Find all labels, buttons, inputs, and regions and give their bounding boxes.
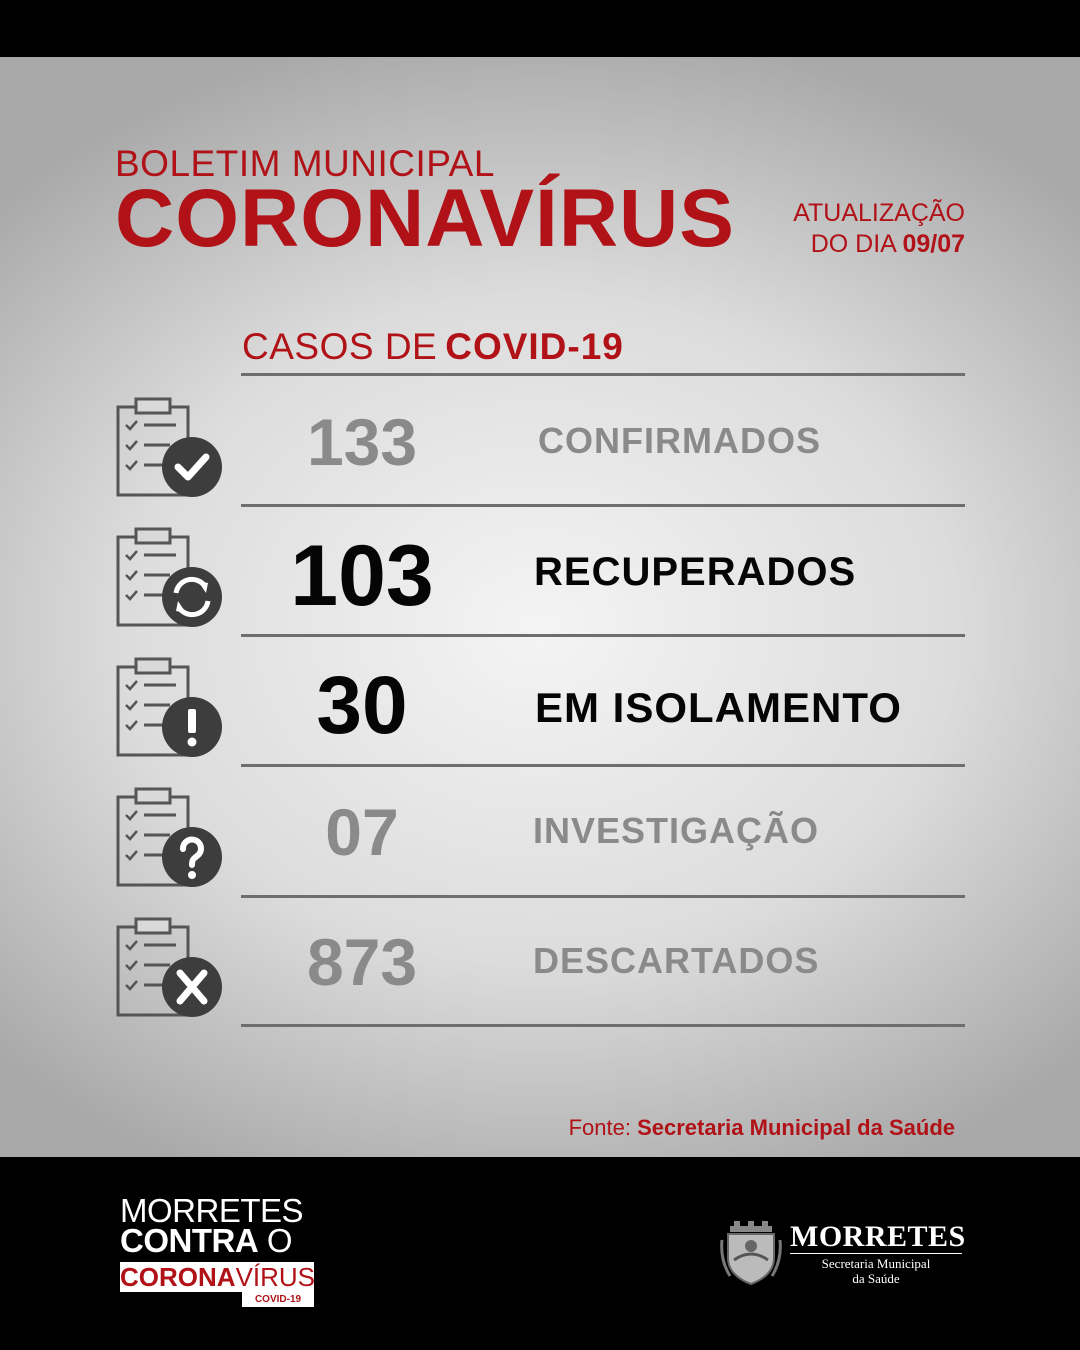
campaign-logo [120,1192,320,1307]
update-date-value: 09/07 [902,230,965,258]
city-divider [790,1253,962,1254]
city-department-line2: da Saúde [852,1271,900,1286]
update-label: ATUALIZAÇÃO [793,199,965,227]
investigation-label: INVESTIGAÇÃO [533,810,820,851]
city-name: MORRETES [790,1220,966,1253]
section-title [242,326,624,368]
campaign-line3 [120,1262,314,1292]
clipboard-check-icon [114,393,226,497]
bulletin-title: BOLETIM MUNICIPAL [115,143,495,184]
divider [241,373,965,376]
update-date [793,198,965,260]
source-note [569,1115,955,1141]
campaign-line2-suffix: O [266,1222,292,1259]
top-bar [0,0,1080,57]
investigation-count: 07 [325,795,399,869]
isolation-count: 30 [316,660,408,751]
recovered-count: 103 [290,528,434,624]
discarded-count: 873 [306,925,418,999]
campaign-tag: COVID-19 [242,1292,314,1307]
source-prefix: Fonte: [568,1115,631,1140]
stat-row-investigation [0,775,1080,905]
city-department-line1: Secretaria Municipal [821,1256,931,1271]
update-prefix: DO DIA [810,230,896,258]
campaign-line2 [120,1222,320,1259]
campaign-line3-rest: VÍRUS [235,1262,316,1292]
bulletin-headline: CORONAVÍRUS [115,173,735,264]
update-day [793,229,965,260]
discarded-label: DESCARTADOS [533,940,820,981]
stat-row-isolation [0,645,1080,775]
recovered-label: RECUPERADOS [534,550,857,594]
source-name: Secretaria Municipal da Saúde [637,1115,955,1140]
section-prefix: CASOS DE [242,326,438,367]
confirmed-count: 133 [306,405,418,479]
clipboard-question-icon [114,783,226,887]
city-crest-icon [720,1220,782,1286]
campaign-line1: MORRETES [120,1192,304,1229]
clipboard-x-icon [114,913,226,1017]
stat-row-discarded [0,905,1080,1035]
campaign-line3-bold: CORONA [120,1262,236,1292]
confirmed-label: CONFIRMADOS [538,420,821,461]
stat-row-recovered [0,515,1080,645]
section-highlight: COVID-19 [445,326,624,367]
city-logo [720,1218,970,1288]
campaign-line2-main: CONTRA [120,1222,259,1259]
stat-row-confirmed [0,385,1080,515]
clipboard-refresh-icon [114,523,226,627]
isolation-label: EM ISOLAMENTO [535,684,902,731]
clipboard-alert-icon [114,653,226,757]
